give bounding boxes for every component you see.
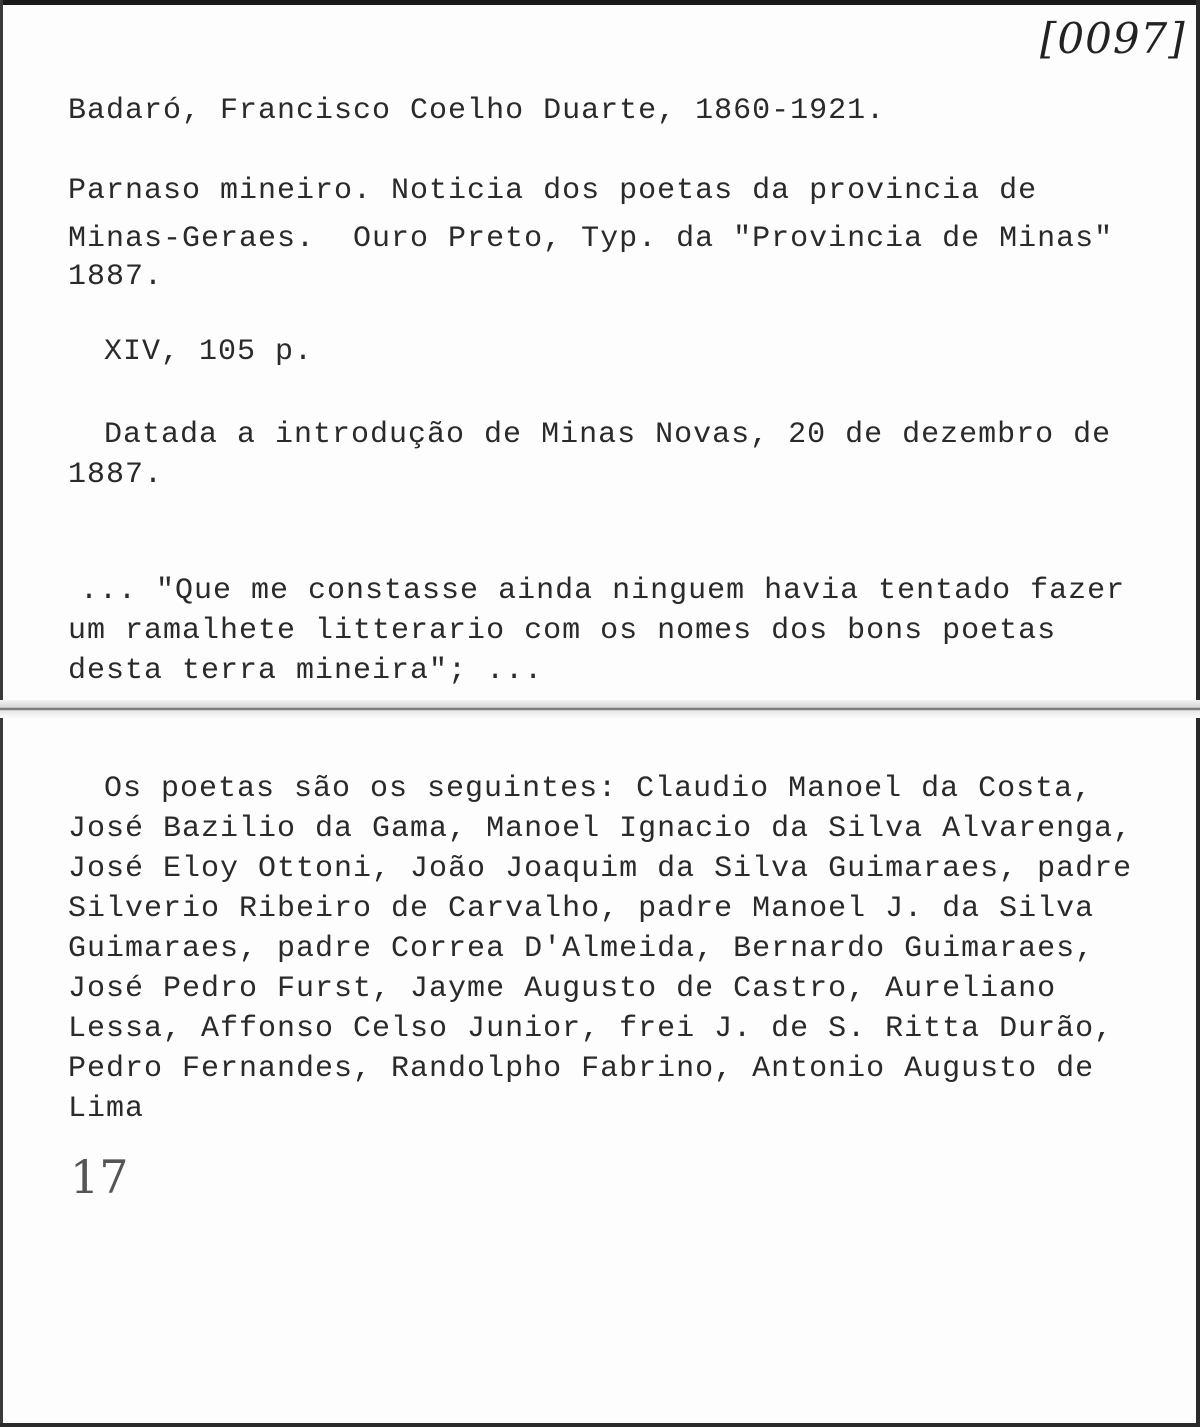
poets-line: Os poetas são os seguintes: Claudio Manoel da Costa, — [104, 772, 1093, 806]
poets-line: José Pedro Furst, Jayme Augusto de Castro, Aureliano — [68, 972, 1057, 1006]
note-line: 1887. — [68, 458, 164, 492]
author-heading: Badaró, Francisco Coelho Duarte, 1860-1921. — [68, 94, 886, 128]
card-top-edge — [0, 0, 1200, 5]
handwritten-tally-mark: 17 — [70, 1150, 129, 1204]
poets-line: José Bazilio da Gama, Manoel Ignacio da Silva Alvarenga, — [68, 812, 1133, 846]
poets-line: Guimaraes, padre Correa D'Almeida, Bernardo Guimaraes, — [68, 932, 1095, 966]
title-line: Minas-Geraes. Ouro Preto, Typ. da "Provincia de Minas" — [68, 222, 1114, 256]
poets-line: José Eloy Ottoni, João Joaquim da Silva Guimaraes, padre — [68, 852, 1133, 886]
collation: XIV, 105 p. — [104, 335, 314, 369]
note-line: Datada a introdução de Minas Novas, 20 de dezembro de — [104, 418, 1112, 452]
card-fold-line — [0, 700, 1200, 718]
quote-line: um ramalhete litterario com os nomes dos bons poetas — [68, 614, 1057, 648]
poets-line: Lessa, Affonso Celso Junior, frei J. de S. Ritta Durão, — [68, 1012, 1114, 1046]
poets-line: Silverio Ribeiro de Carvalho, padre Manoel J. da Silva — [68, 892, 1095, 926]
quote-line: desta terra mineira"; ... — [68, 654, 544, 688]
title-line: 1887. — [68, 260, 164, 294]
poets-line: Pedro Fernandes, Randolpho Fabrino, Antonio Augusto de — [68, 1052, 1095, 1086]
quote-line: ... "Que me constasse ainda ninguem havia tentado fazer — [80, 574, 1126, 608]
poets-line: Lima — [68, 1092, 145, 1126]
card-bottom-edge — [0, 1423, 1200, 1427]
catalog-number: [0097] — [1040, 14, 1186, 63]
title-line: Parnaso mineiro. Noticia dos poetas da provincia de — [68, 174, 1038, 208]
